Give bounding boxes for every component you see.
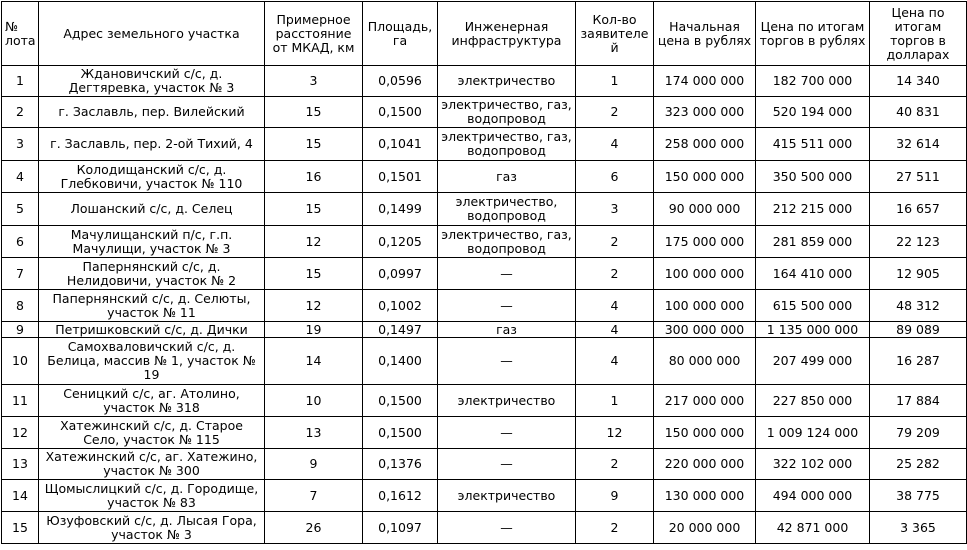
cell-area: 0,1500 — [363, 385, 438, 417]
header-row — [2, 2, 967, 66]
cell-lot: 11 — [2, 385, 39, 417]
cell-area: 0,1501 — [363, 161, 438, 193]
cell-final-price-usd: 16 287 — [870, 338, 967, 385]
cell-final-price-rub: 494 000 000 — [756, 480, 870, 512]
cell-infrastructure: — — [438, 417, 576, 449]
cell-distance: 15 — [265, 97, 363, 128]
cell-final-price-rub: 42 871 000 — [756, 512, 870, 544]
cell-infrastructure: — — [438, 290, 576, 322]
cell-start-price: 130 000 000 — [654, 480, 756, 512]
cell-start-price: 174 000 000 — [654, 66, 756, 97]
cell-lot: 14 — [2, 480, 39, 512]
cell-applicants: 9 — [576, 480, 654, 512]
header-infrastructure: Инженерная инфраструктура — [438, 2, 576, 66]
cell-infrastructure: электричество, газ, водопровод — [438, 226, 576, 258]
table-row — [2, 385, 967, 417]
cell-address: Колодищанский с/с, д. Глебковичи, участок № 110 — [39, 161, 265, 193]
cell-distance: 19 — [265, 322, 363, 338]
cell-applicants: 1 — [576, 385, 654, 417]
table-row — [2, 512, 967, 544]
cell-final-price-rub: 520 194 000 — [756, 97, 870, 128]
cell-final-price-usd: 40 831 — [870, 97, 967, 128]
cell-area: 0,1376 — [363, 449, 438, 480]
cell-address: Папернянский с/с, д. Нелидовичи, участок № 2 — [39, 258, 265, 290]
cell-final-price-rub: 350 500 000 — [756, 161, 870, 193]
cell-final-price-rub: 281 859 000 — [756, 226, 870, 258]
table-row — [2, 97, 967, 128]
cell-lot: 13 — [2, 449, 39, 480]
cell-area: 0,1500 — [363, 417, 438, 449]
cell-distance: 15 — [265, 193, 363, 226]
cell-final-price-usd: 25 282 — [870, 449, 967, 480]
cell-start-price: 150 000 000 — [654, 417, 756, 449]
table-row — [2, 449, 967, 480]
cell-infrastructure: электричество — [438, 480, 576, 512]
cell-start-price: 20 000 000 — [654, 512, 756, 544]
cell-final-price-rub: 212 215 000 — [756, 193, 870, 226]
land-auction-table — [1, 1, 967, 544]
cell-address: Юзуфовский с/с, д. Лысая Гора, участок № 3 — [39, 512, 265, 544]
cell-applicants: 4 — [576, 128, 654, 161]
cell-lot: 12 — [2, 417, 39, 449]
cell-lot: 3 — [2, 128, 39, 161]
cell-distance: 12 — [265, 226, 363, 258]
cell-final-price-usd: 14 340 — [870, 66, 967, 97]
table-row — [2, 128, 967, 161]
cell-final-price-usd: 17 884 — [870, 385, 967, 417]
cell-address: Петришковский с/с, д. Дички — [39, 322, 265, 338]
cell-final-price-usd: 27 511 — [870, 161, 967, 193]
cell-infrastructure: газ — [438, 322, 576, 338]
table-row — [2, 226, 967, 258]
cell-address: Мачулищанский п/с, г.п. Мачулищи, участок № 3 — [39, 226, 265, 258]
cell-infrastructure: электричество, газ, водопровод — [438, 128, 576, 161]
header-applicants: Кол-во заявителей — [576, 2, 654, 66]
header-start-price: Начальная цена в рублях — [654, 2, 756, 66]
cell-infrastructure: электричество — [438, 385, 576, 417]
cell-area: 0,1205 — [363, 226, 438, 258]
header-distance: Примерное расстояние от МКАД, км — [265, 2, 363, 66]
cell-address: Папернянский с/с, д. Селюты, участок № 11 — [39, 290, 265, 322]
cell-applicants: 3 — [576, 193, 654, 226]
cell-area: 0,1497 — [363, 322, 438, 338]
cell-final-price-usd: 22 123 — [870, 226, 967, 258]
table-row — [2, 480, 967, 512]
cell-lot: 1 — [2, 66, 39, 97]
table-body — [2, 66, 967, 544]
cell-lot: 2 — [2, 97, 39, 128]
cell-area: 0,1500 — [363, 97, 438, 128]
cell-applicants: 2 — [576, 226, 654, 258]
cell-address: Ждановичский с/с, д. Дегтяревка, участок № 3 — [39, 66, 265, 97]
header-area: Площадь, га — [363, 2, 438, 66]
cell-applicants: 2 — [576, 512, 654, 544]
cell-final-price-rub: 164 410 000 — [756, 258, 870, 290]
cell-final-price-rub: 415 511 000 — [756, 128, 870, 161]
cell-distance: 14 — [265, 338, 363, 385]
cell-applicants: 1 — [576, 66, 654, 97]
cell-lot: 10 — [2, 338, 39, 385]
cell-applicants: 2 — [576, 449, 654, 480]
cell-applicants: 2 — [576, 258, 654, 290]
cell-lot: 15 — [2, 512, 39, 544]
cell-final-price-rub: 227 850 000 — [756, 385, 870, 417]
cell-area: 0,1041 — [363, 128, 438, 161]
cell-start-price: 100 000 000 — [654, 258, 756, 290]
table-row — [2, 417, 967, 449]
cell-infrastructure: — — [438, 512, 576, 544]
cell-lot: 8 — [2, 290, 39, 322]
cell-lot: 5 — [2, 193, 39, 226]
cell-address: Самохваловичский с/с, д. Белица, массив № 1, участок № 19 — [39, 338, 265, 385]
cell-final-price-usd: 48 312 — [870, 290, 967, 322]
cell-infrastructure: — — [438, 258, 576, 290]
cell-address: Щомыслицкий с/с, д. Городище, участок № 83 — [39, 480, 265, 512]
cell-address: Сеницкий с/с, аг. Атолино, участок № 318 — [39, 385, 265, 417]
cell-start-price: 175 000 000 — [654, 226, 756, 258]
cell-address: г. Заславль, пер. 2-ой Тихий, 4 — [39, 128, 265, 161]
cell-final-price-usd: 89 089 — [870, 322, 967, 338]
table-row — [2, 161, 967, 193]
cell-applicants: 4 — [576, 322, 654, 338]
table-row — [2, 193, 967, 226]
table-row — [2, 258, 967, 290]
cell-final-price-usd: 12 905 — [870, 258, 967, 290]
cell-final-price-rub: 207 499 000 — [756, 338, 870, 385]
cell-final-price-usd: 3 365 — [870, 512, 967, 544]
cell-infrastructure: электричество, газ, водопровод — [438, 97, 576, 128]
table-row — [2, 290, 967, 322]
cell-address: Лошанский с/с, д. Селец — [39, 193, 265, 226]
cell-distance: 12 — [265, 290, 363, 322]
cell-applicants: 4 — [576, 290, 654, 322]
cell-final-price-rub: 322 102 000 — [756, 449, 870, 480]
cell-final-price-usd: 16 657 — [870, 193, 967, 226]
cell-address: Хатежинский с/с, д. Старое Село, участок № 115 — [39, 417, 265, 449]
cell-distance: 15 — [265, 128, 363, 161]
cell-final-price-usd: 32 614 — [870, 128, 967, 161]
table-header — [2, 2, 967, 66]
cell-infrastructure: электричество, водопровод — [438, 193, 576, 226]
cell-start-price: 323 000 000 — [654, 97, 756, 128]
header-address: Адрес земельного участка — [39, 2, 265, 66]
cell-final-price-rub: 182 700 000 — [756, 66, 870, 97]
cell-area: 0,1097 — [363, 512, 438, 544]
cell-applicants: 4 — [576, 338, 654, 385]
cell-applicants: 2 — [576, 97, 654, 128]
table-row — [2, 66, 967, 97]
cell-infrastructure: — — [438, 449, 576, 480]
cell-distance: 15 — [265, 258, 363, 290]
cell-distance: 16 — [265, 161, 363, 193]
cell-distance: 7 — [265, 480, 363, 512]
cell-distance: 13 — [265, 417, 363, 449]
cell-final-price-usd: 38 775 — [870, 480, 967, 512]
cell-applicants: 12 — [576, 417, 654, 449]
cell-lot: 9 — [2, 322, 39, 338]
cell-final-price-rub: 615 500 000 — [756, 290, 870, 322]
cell-area: 0,1612 — [363, 480, 438, 512]
header-final-price-rub: Цена по итогам торгов в рублях — [756, 2, 870, 66]
cell-start-price: 150 000 000 — [654, 161, 756, 193]
cell-area: 0,1400 — [363, 338, 438, 385]
cell-infrastructure: электричество — [438, 66, 576, 97]
cell-distance: 26 — [265, 512, 363, 544]
cell-start-price: 300 000 000 — [654, 322, 756, 338]
cell-infrastructure: газ — [438, 161, 576, 193]
cell-area: 0,1499 — [363, 193, 438, 226]
cell-start-price: 220 000 000 — [654, 449, 756, 480]
cell-applicants: 6 — [576, 161, 654, 193]
cell-distance: 9 — [265, 449, 363, 480]
cell-lot: 4 — [2, 161, 39, 193]
cell-final-price-rub: 1 009 124 000 — [756, 417, 870, 449]
cell-area: 0,0596 — [363, 66, 438, 97]
cell-infrastructure: — — [438, 338, 576, 385]
table-row — [2, 322, 967, 338]
cell-lot: 7 — [2, 258, 39, 290]
cell-final-price-rub: 1 135 000 000 — [756, 322, 870, 338]
cell-area: 0,0997 — [363, 258, 438, 290]
cell-start-price: 217 000 000 — [654, 385, 756, 417]
cell-lot: 6 — [2, 226, 39, 258]
cell-address: Хатежинский с/с, аг. Хатежино, участок № 300 — [39, 449, 265, 480]
cell-address: г. Заславль, пер. Вилейский — [39, 97, 265, 128]
cell-distance: 10 — [265, 385, 363, 417]
header-lot: № лота — [2, 2, 39, 66]
cell-start-price: 258 000 000 — [654, 128, 756, 161]
cell-start-price: 90 000 000 — [654, 193, 756, 226]
cell-start-price: 100 000 000 — [654, 290, 756, 322]
cell-distance: 3 — [265, 66, 363, 97]
cell-final-price-usd: 79 209 — [870, 417, 967, 449]
table-row — [2, 338, 967, 385]
cell-start-price: 80 000 000 — [654, 338, 756, 385]
cell-area: 0,1002 — [363, 290, 438, 322]
header-final-price-usd: Цена по итогам торгов в долларах — [870, 2, 967, 66]
